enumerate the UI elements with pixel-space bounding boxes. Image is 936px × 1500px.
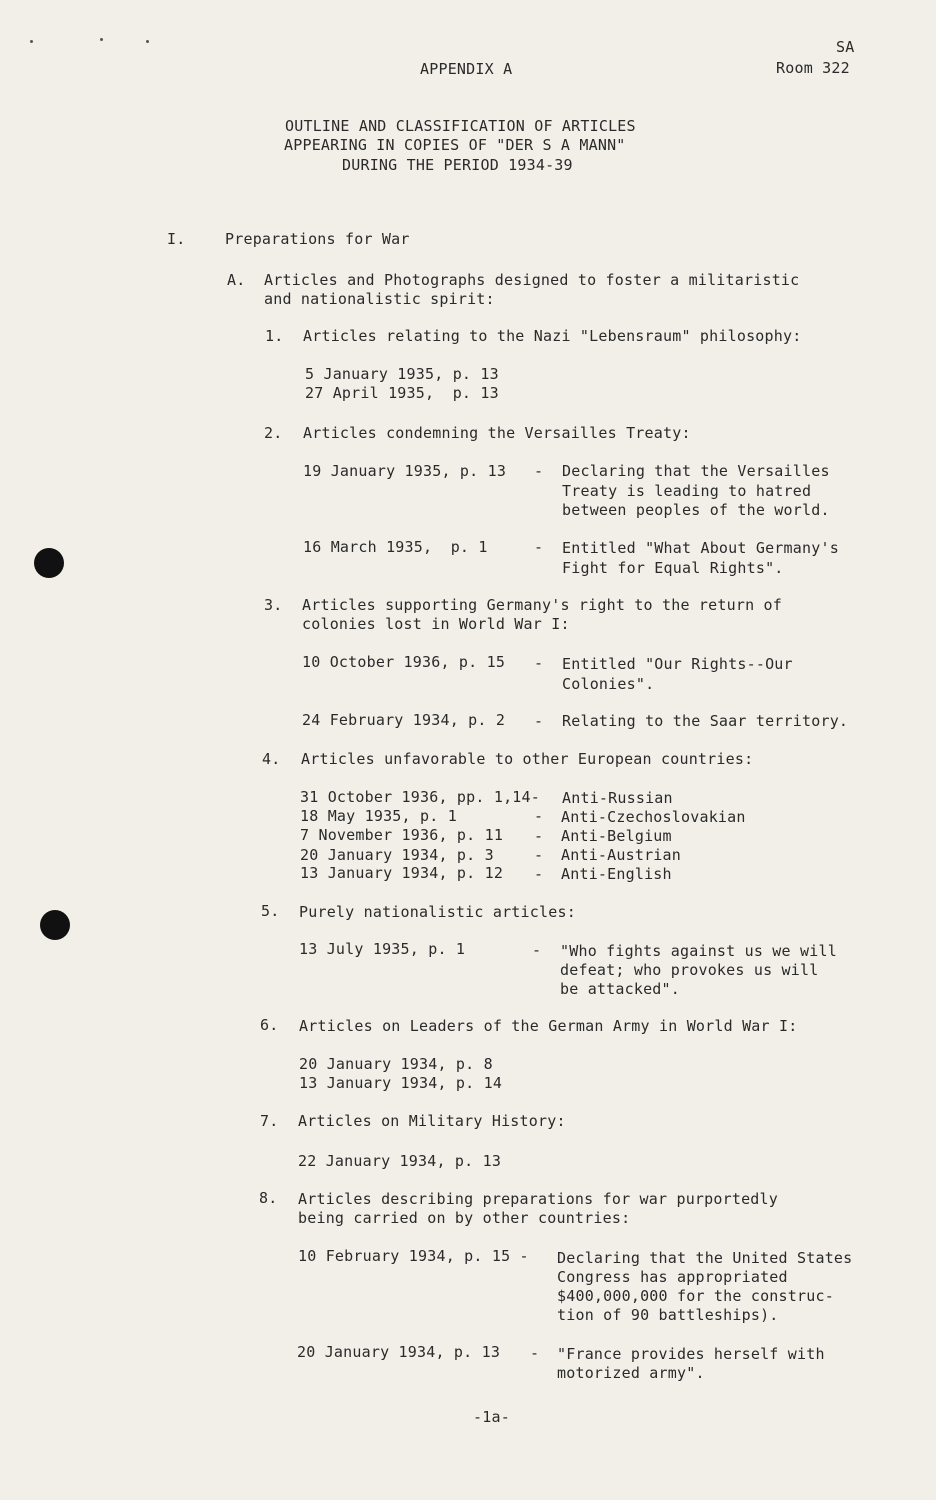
citation-desc: defeat; who provokes us will	[560, 961, 819, 979]
punch-hole	[40, 910, 70, 940]
citation-desc: Congress has appropriated	[557, 1268, 788, 1286]
subsection-letter: A.	[227, 271, 246, 289]
citation-desc: Anti-English	[561, 865, 672, 883]
citation-ref: 10 October 1936, p. 15	[302, 653, 506, 671]
citation-ref: 13 July 1935, p. 1	[299, 940, 466, 958]
item-number: 6.	[260, 1016, 279, 1034]
paper-speck	[146, 40, 149, 43]
citation-ref: 20 January 1934, p. 13	[297, 1343, 501, 1361]
section-numeral: I.	[167, 230, 186, 248]
subsection-line: Articles and Photographs designed to foster a militaristic	[264, 271, 800, 289]
item-number: 8.	[259, 1189, 278, 1207]
citation-desc: motorized army".	[557, 1364, 705, 1382]
citation-desc: Treaty is leading to hatred	[562, 482, 812, 500]
citation-dash: -	[534, 807, 544, 825]
citation-ref: 10 February 1934, p. 15 -	[298, 1247, 529, 1265]
citation-dash: -	[534, 462, 544, 480]
citation-ref: 20 January 1934, p. 3	[300, 846, 494, 864]
section-title: Preparations for War	[225, 230, 410, 248]
paper-speck	[100, 38, 103, 41]
item-heading: Purely nationalistic articles:	[299, 903, 576, 921]
title-line: OUTLINE AND CLASSIFICATION OF ARTICLES	[285, 117, 636, 135]
citation-dash: -	[534, 712, 544, 730]
citation-desc: Entitled "What About Germany's	[562, 539, 839, 557]
citation-desc: Anti-Austrian	[561, 846, 681, 864]
citation-dash: -	[530, 1344, 540, 1362]
citation-dash: -	[534, 865, 544, 883]
citation-desc: "France provides herself with	[557, 1345, 825, 1363]
appendix-title: APPENDIX A	[420, 60, 513, 78]
citation-ref: 24 February 1934, p. 2	[302, 711, 506, 729]
citation-desc: Fight for Equal Rights".	[562, 559, 784, 577]
item-heading: Articles supporting Germany's right to the return of	[302, 596, 782, 614]
citation-ref: 19 January 1935, p. 13	[303, 462, 507, 480]
citation-dash: -	[534, 846, 544, 864]
citation-ref: 20 January 1934, p. 8	[299, 1055, 493, 1073]
title-line: APPEARING IN COPIES OF "DER S A MANN"	[284, 136, 626, 154]
citation-dash: -	[532, 941, 542, 959]
citation-ref: 13 January 1934, p. 12	[300, 864, 504, 882]
citation-desc: between peoples of the world.	[562, 501, 830, 519]
title-line: DURING THE PERIOD 1934-39	[342, 156, 573, 174]
citation-ref: 27 April 1935, p. 13	[305, 384, 499, 402]
item-heading: colonies lost in World War I:	[302, 615, 570, 633]
item-heading: Articles on Leaders of the German Army in World War I:	[299, 1017, 798, 1035]
citation-ref: 31 October 1936, pp. 1,14-	[300, 788, 540, 806]
citation-desc: "Who fights against us we will	[560, 942, 837, 960]
citation-desc: be attacked".	[560, 980, 680, 998]
item-heading: Articles on Military History:	[298, 1112, 566, 1130]
citation-ref: 22 January 1934, p. 13	[298, 1152, 502, 1170]
citation-desc: $400,000,000 for the construc-	[557, 1287, 834, 1305]
item-number: 5.	[261, 902, 280, 920]
punch-hole	[34, 548, 64, 578]
citation-dash: -	[534, 654, 544, 672]
citation-ref: 5 January 1935, p. 13	[305, 365, 499, 383]
citation-desc: tion of 90 battleships).	[557, 1306, 779, 1324]
item-heading: Articles relating to the Nazi "Lebensraum" philosophy:	[303, 327, 802, 345]
item-number: 1.	[265, 327, 284, 345]
citation-ref: 18 May 1935, p. 1	[300, 807, 457, 825]
item-heading: Articles describing preparations for war purportedly	[298, 1190, 778, 1208]
paper-speck	[30, 40, 33, 43]
citation-ref: 7 November 1936, p. 11	[300, 826, 504, 844]
citation-desc: Relating to the Saar territory.	[562, 712, 849, 730]
citation-desc: Declaring that the United States	[557, 1249, 853, 1267]
subsection-line: and nationalistic spirit:	[264, 290, 495, 308]
citation-desc: Entitled "Our Rights--Our	[562, 655, 793, 673]
item-number: 2.	[264, 424, 283, 442]
item-heading: Articles unfavorable to other European countries:	[301, 750, 754, 768]
citation-dash: -	[534, 827, 544, 845]
item-heading: being carried on by other countries:	[298, 1209, 631, 1227]
citation-desc: Anti-Russian	[562, 789, 673, 807]
citation-ref: 16 March 1935, p. 1	[303, 538, 488, 556]
item-heading: Articles condemning the Versailles Treaty:	[303, 424, 691, 442]
citation-desc: Anti-Belgium	[561, 827, 672, 845]
item-number: 4.	[262, 750, 281, 768]
page-number: -1a-	[473, 1408, 510, 1426]
citation-desc: Anti-Czechoslovakian	[561, 808, 746, 826]
citation-desc: Colonies".	[562, 675, 655, 693]
item-number: 7.	[260, 1112, 279, 1130]
citation-desc: Declaring that the Versailles	[562, 462, 830, 480]
citation-ref: 13 January 1934, p. 14	[299, 1074, 503, 1092]
item-number: 3.	[264, 596, 283, 614]
room-label: Room 322	[776, 59, 850, 77]
header-tag: SA	[836, 38, 855, 56]
citation-dash: -	[534, 538, 544, 556]
